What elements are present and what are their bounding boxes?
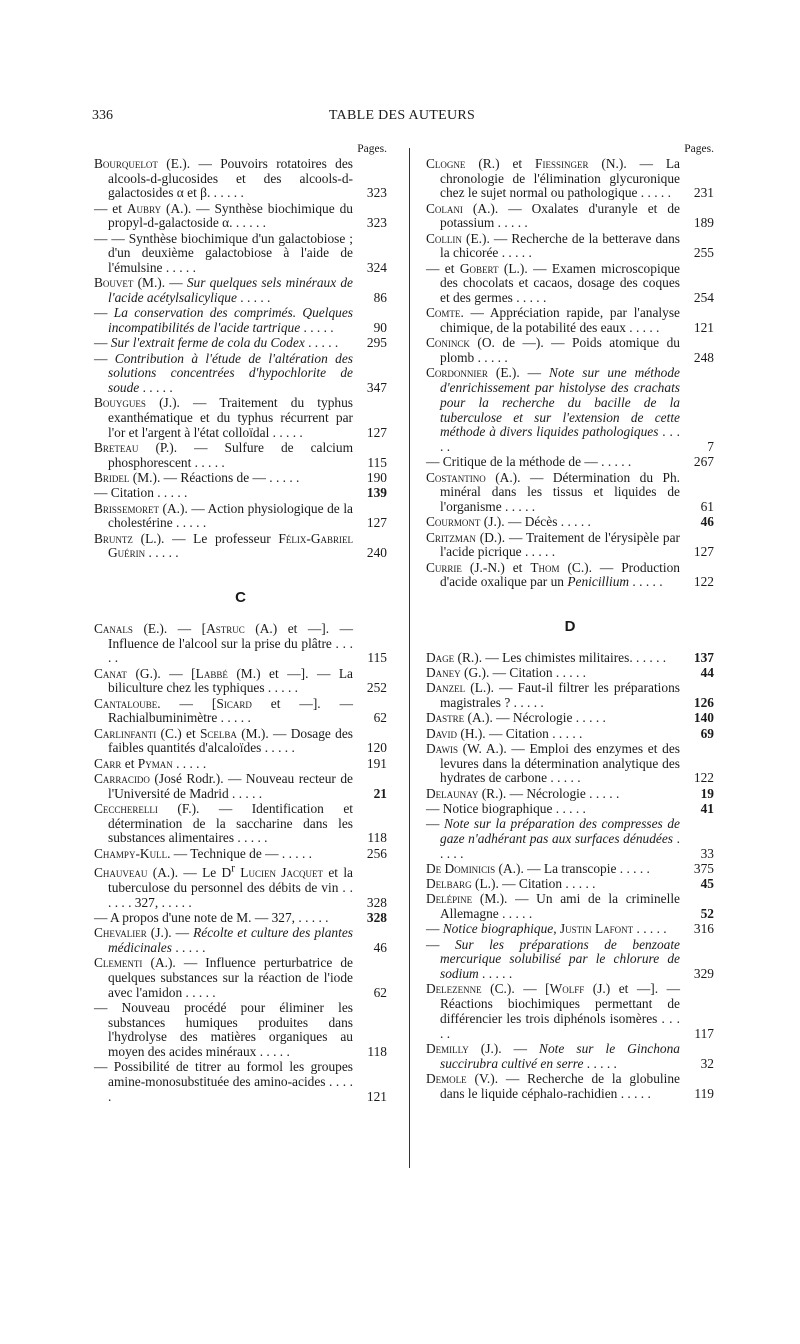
- left-entries-c: [94, 622, 387, 1105]
- index-entry: [426, 157, 714, 201]
- index-entry: [426, 515, 714, 530]
- entry-text: — Note sur la préparation des compresses de gaze n'adhérant pas aux surfaces dénudées . . . . .: [426, 816, 680, 861]
- entry-page-number: 191: [366, 755, 387, 771]
- right-column: [426, 142, 714, 1102]
- entry-page-number: 254: [693, 290, 714, 306]
- index-entry: [426, 366, 714, 454]
- entry-page-number: 19: [700, 785, 714, 801]
- entry-page-number: 140: [693, 710, 714, 726]
- index-entry: [426, 651, 714, 666]
- index-entry: [426, 681, 714, 710]
- index-entry: [94, 471, 387, 486]
- index-entry: [94, 441, 387, 470]
- index-entry: [94, 772, 387, 801]
- index-entry: [426, 892, 714, 921]
- entry-text: Carracido (José Rodr.). — Nouveau recteur de l'Université de Madrid . . . . .: [94, 770, 353, 801]
- index-entry: [426, 938, 714, 982]
- entry-text: De Dominicis (A.). — La transcopie . . . . .: [426, 860, 650, 876]
- entry-text: Delezenne (C.). — [Wolff (J.) et —]. — Réactions biochimiques permettant de différencier les trois diphénols isomères . . . . .: [426, 981, 680, 1041]
- entry-page-number: 126: [693, 694, 714, 710]
- entry-page-number: 137: [693, 649, 714, 665]
- entry-page-number: 329: [693, 966, 714, 982]
- entry-page-number: 267: [693, 454, 714, 470]
- entry-page-number: 117: [694, 1025, 714, 1041]
- entry-page-number: 231: [693, 185, 714, 201]
- entry-text: Bruntz (L.). — Le professeur Félix-Gabriel Guérin . . . . .: [94, 530, 353, 561]
- index-entry: [94, 336, 387, 351]
- page-number: 336: [92, 108, 113, 123]
- entry-page-number: 45: [700, 876, 714, 892]
- index-entry: [426, 742, 714, 786]
- entry-text: Collin (E.). — Recherche de la betterave dans la chicorée . . . . .: [426, 230, 680, 261]
- entry-page-number: 61: [700, 498, 714, 514]
- entry-text: — et Gobert (L.). — Examen microscopique des chocolats et cacaos, dosage des coques et des germes . . . . .: [426, 260, 680, 306]
- entry-text: Courmont (J.). — Décès . . . . .: [426, 514, 591, 530]
- entry-page-number: 122: [693, 770, 714, 786]
- entry-text: Dawis (W. A.). — Emploi des enzymes et des levures dans la détermination analytique des hydrates de carbone . . . . .: [426, 740, 680, 786]
- entry-text: Comte. — Appréciation rapide, par l'analyse chimique, de la potabilité des eaux . . . . .: [426, 305, 680, 336]
- index-entry: [94, 926, 387, 955]
- index-entry: [426, 306, 714, 335]
- index-entry: [94, 956, 387, 1000]
- entry-text: Chauveau (A.). — Le $D^r$ Lucien Jacquet et la tuberculose du personnel des débits de vin . . . . . . 327, . . . . .: [94, 862, 354, 910]
- index-entry: [426, 202, 714, 231]
- index-entry: [94, 1060, 387, 1104]
- index-entry: [94, 697, 387, 726]
- index-entry: [94, 802, 387, 846]
- entry-text: Clementi (A.). — Influence perturbatrice de quelques substances sur la réaction de l'iode avec l'amidon . . . . .: [94, 955, 353, 1000]
- index-entry: [426, 531, 714, 560]
- entry-page-number: 323: [366, 185, 387, 201]
- entry-text: Dastre (A.). — Nécrologie . . . . .: [426, 710, 606, 726]
- index-entry: [426, 232, 714, 261]
- index-entry: [94, 202, 387, 231]
- entry-text: Coninck (O. de —). — Poids atomique du plomb . . . . .: [426, 335, 680, 366]
- index-entry: [426, 336, 714, 365]
- entry-page-number: 44: [700, 664, 714, 680]
- right-entries-d: [426, 651, 714, 1102]
- entry-text: — Possibilité de titrer au formol les groupes amine-monosubstituée des amino-acides . . . . .: [94, 1059, 353, 1104]
- entry-text: Ceccherelli (F.). — Identification et détermination de la saccharine dans les substances alimentaires . . . . .: [94, 800, 353, 846]
- index-entry: [426, 561, 714, 590]
- index-entry: [94, 532, 387, 561]
- index-entry: [426, 711, 714, 726]
- page-header: [92, 108, 712, 132]
- index-entry: [426, 455, 714, 470]
- entry-text: David (H.). — Citation . . . . .: [426, 725, 583, 741]
- entry-text: — et Aubry (A.). — Synthèse biochimique du propyl-d-galactoside α. . . . . .: [94, 200, 353, 231]
- entry-text: Demole (V.). — Recherche de la globuline dans le liquide céphalo-rachidien . . . . .: [426, 1070, 680, 1101]
- entry-page-number: 347: [366, 380, 387, 396]
- entry-text: — Citation . . . . .: [94, 485, 188, 501]
- entry-page-number: 33: [700, 845, 714, 861]
- index-entry: [94, 486, 387, 501]
- pages-label-right: Pages.: [684, 143, 714, 155]
- entry-text: — — Synthèse biochimique d'un galactobiose ; d'un deuxième galactobiose à l'aide de l'émulsine . . . . .: [94, 230, 353, 276]
- entry-text: Canat (G.). — [Labbé (M.) et —]. — La biliculture chez les typhiques . . . . .: [94, 665, 353, 696]
- entry-text: — Nouveau procédé pour éliminer les substances humiques produites dans l'hydrolyse des matières organiques au moyen des acides minéraux . . . . .: [94, 999, 353, 1060]
- entry-text: Breteau (P.). — Sulfure de calcium phosphorescent . . . . .: [94, 440, 353, 470]
- entry-page-number: 240: [366, 545, 387, 561]
- index-entry: [94, 847, 387, 862]
- index-entry: [94, 157, 387, 201]
- entry-text: Bourquelot (E.). — Pouvoirs rotatoires des alcools-d-glucosides et des alcools-d-galactosides α et β. . . . . .: [94, 156, 353, 201]
- entry-page-number: 119: [694, 1085, 714, 1101]
- entry-text: — Notice biographique . . . . .: [426, 800, 586, 816]
- index-entry: [426, 922, 714, 937]
- entry-page-number: 127: [366, 424, 387, 440]
- index-entry: [426, 471, 714, 515]
- entry-page-number: 21: [373, 785, 387, 801]
- entry-page-number: 90: [373, 320, 387, 336]
- left-entries-b: [94, 157, 387, 561]
- entry-page-number: 189: [693, 215, 714, 231]
- entry-page-number: 118: [367, 830, 387, 846]
- section-letter-c: C: [235, 589, 246, 607]
- entry-page-number: 252: [366, 680, 387, 696]
- entry-page-number: 120: [366, 740, 387, 756]
- entry-text: Critzman (D.). — Traitement de l'érysipèle par l'acide picrique . . . . .: [426, 529, 680, 560]
- entry-text: Daney (G.). — Citation . . . . .: [426, 664, 587, 680]
- entry-page-number: 69: [700, 725, 714, 741]
- entry-text: — Sur l'extrait ferme de cola du Codex . . . . .: [94, 335, 339, 351]
- index-entry: [426, 262, 714, 306]
- entry-page-number: 122: [693, 574, 714, 590]
- entry-page-number: 190: [366, 470, 387, 486]
- entry-page-number: 323: [366, 215, 387, 231]
- entry-page-number: 295: [366, 335, 387, 351]
- index-entry: [94, 352, 387, 396]
- entry-page-number: 256: [366, 845, 387, 861]
- index-entry: [426, 982, 714, 1041]
- entry-text: Danzel (L.). — Faut-il filtrer les préparations magistrales ? . . . . .: [426, 680, 680, 710]
- entry-page-number: 115: [367, 650, 387, 666]
- index-entry: [94, 1001, 387, 1060]
- index-entry: [426, 727, 714, 742]
- left-column: [94, 142, 387, 1105]
- entry-page-number: 127: [693, 544, 714, 560]
- entry-text: Delépine (M.). — Un ami de la criminelle Allemagne . . . . .: [426, 891, 680, 922]
- entry-text: Cantaloube. — [Sicard et —]. — Rachialbuminimètre . . . . .: [94, 695, 353, 726]
- entry-text: Demilly (J.). — Note sur le Ginchona succirubra cultivé en serre . . . . .: [426, 1040, 680, 1071]
- entry-text: Bridel (M.). — Réactions de — . . . . .: [94, 470, 300, 486]
- index-entry: [94, 276, 387, 305]
- entry-text: Colani (A.). — Oxalates d'uranyle et de potassium . . . . .: [426, 200, 680, 231]
- entry-text: — A propos d'une note de M. — 327, . . . . .: [94, 909, 329, 925]
- entry-page-number: 121: [366, 1088, 387, 1104]
- index-entry: [94, 911, 387, 926]
- section-letter-d: D: [564, 617, 576, 635]
- entry-page-number: 328: [366, 894, 387, 910]
- entry-text: Currie (J.-N.) et Thom (C.). — Production d'acide oxalique par un Penicillium . . . . .: [426, 559, 680, 590]
- entry-text: — Notice biographique, Justin Lafont . . . . .: [426, 921, 667, 937]
- entry-page-number: 62: [373, 710, 387, 726]
- index-entry: [94, 667, 387, 696]
- index-entry: [94, 862, 387, 911]
- entry-text: Delaunay (R.). — Nécrologie . . . . .: [426, 785, 620, 801]
- index-entry: [94, 396, 387, 440]
- entry-page-number: 86: [373, 290, 387, 306]
- index-entry: [94, 757, 387, 772]
- entry-text: Costantino (A.). — Détermination du Ph. minéral dans les tissus et liquides de l'organisme . . . . .: [426, 469, 680, 514]
- pages-label-left: Pages.: [357, 143, 387, 155]
- index-entry: [426, 802, 714, 817]
- entry-text: Brissemoret (A.). — Action physiologique de la cholestérine . . . . .: [94, 500, 353, 531]
- entry-text: Cordonnier (E.). — Note sur une méthode d'enrichissement par histolyse des crachats pour la recherche du bacille de la tuberculose et sur l'extension de cette méthode à divers liquides pathologiques . . . . .: [426, 365, 681, 454]
- entry-page-number: 41: [700, 800, 714, 816]
- index-entry: [94, 232, 387, 276]
- index-entry: [426, 666, 714, 681]
- index-entry: [94, 727, 387, 756]
- entry-text: Carr et Pyman . . . . .: [94, 755, 207, 771]
- entry-page-number: 46: [373, 939, 387, 955]
- entry-text: Canals (E.). — [Astruc (A.) et —]. — Influence de l'alcool sur la prise du plâtre . . . . .: [94, 620, 353, 666]
- entry-page-number: 375: [693, 860, 714, 876]
- entry-page-number: 32: [700, 1055, 714, 1071]
- entry-text: Champy-Kull. — Technique de — . . . . .: [94, 845, 313, 861]
- right-entries-c: [426, 157, 714, 590]
- entry-page-number: 52: [700, 906, 714, 922]
- entry-page-number: 255: [693, 245, 714, 261]
- entry-text: Delbarg (L.). — Citation . . . . .: [426, 876, 596, 892]
- entry-text: — Contribution à l'étude de l'altération des solutions concentrées d'hypochlorite de soude . . . . .: [94, 350, 353, 396]
- index-entry: [426, 862, 714, 877]
- page-title: TABLE DES AUTEURS: [328, 108, 476, 123]
- index-entry: [426, 1042, 714, 1071]
- entry-text: — Critique de la méthode de — . . . . .: [426, 454, 632, 470]
- index-entry: [426, 817, 714, 861]
- entry-page-number: 7: [707, 438, 714, 454]
- entry-page-number: 46: [700, 514, 714, 530]
- entry-page-number: 118: [367, 1044, 387, 1060]
- column-divider: [409, 148, 410, 1168]
- index-entry: [94, 502, 387, 531]
- entry-page-number: 115: [367, 454, 387, 470]
- entry-text: Clogne (R.) et Fiessinger (N.). — La chronologie de l'élimination glycuronique chez le sujet normal ou pathologique . . . . .: [426, 156, 681, 201]
- entry-text: Bouvet (M.). — Sur quelques sels minéraux de l'acide acétylsalicylique . . . . .: [94, 275, 353, 306]
- index-entry: [426, 787, 714, 802]
- entry-text: — La conservation des comprimés. Quelques incompatibilités de l'acide tartrique . . . . .: [94, 305, 353, 336]
- index-entry: [94, 622, 387, 666]
- entry-text: Carlinfanti (C.) et Scelba (M.). — Dosage des faibles quantités d'alcaloïdes . . . . .: [94, 725, 353, 756]
- entry-text: — Sur les préparations de benzoate mercurique solubilisé par le chlorure de sodium . . . . .: [426, 936, 680, 982]
- index-entry: [426, 1072, 714, 1101]
- entry-page-number: 121: [693, 320, 714, 336]
- entry-text: Bouygues (J.). — Traitement du typhus exanthématique et du typhus récurrent par l'or et l'argent à l'état colloïdal . . . . .: [94, 395, 353, 440]
- entry-text: Chevalier (J.). — Récolte et culture des plantes médicinales . . . . .: [94, 925, 353, 955]
- entry-text: Dage (R.). — Les chimistes militaires. . . . . .: [426, 649, 667, 665]
- index-entry: [94, 306, 387, 335]
- index-entry: [426, 877, 714, 892]
- entry-page-number: 328: [366, 909, 387, 925]
- entry-page-number: 62: [373, 984, 387, 1000]
- entry-page-number: 248: [693, 350, 714, 366]
- entry-page-number: 324: [366, 260, 387, 276]
- entry-page-number: 127: [366, 515, 387, 531]
- entry-page-number: 316: [693, 921, 714, 937]
- entry-page-number: 139: [366, 485, 387, 501]
